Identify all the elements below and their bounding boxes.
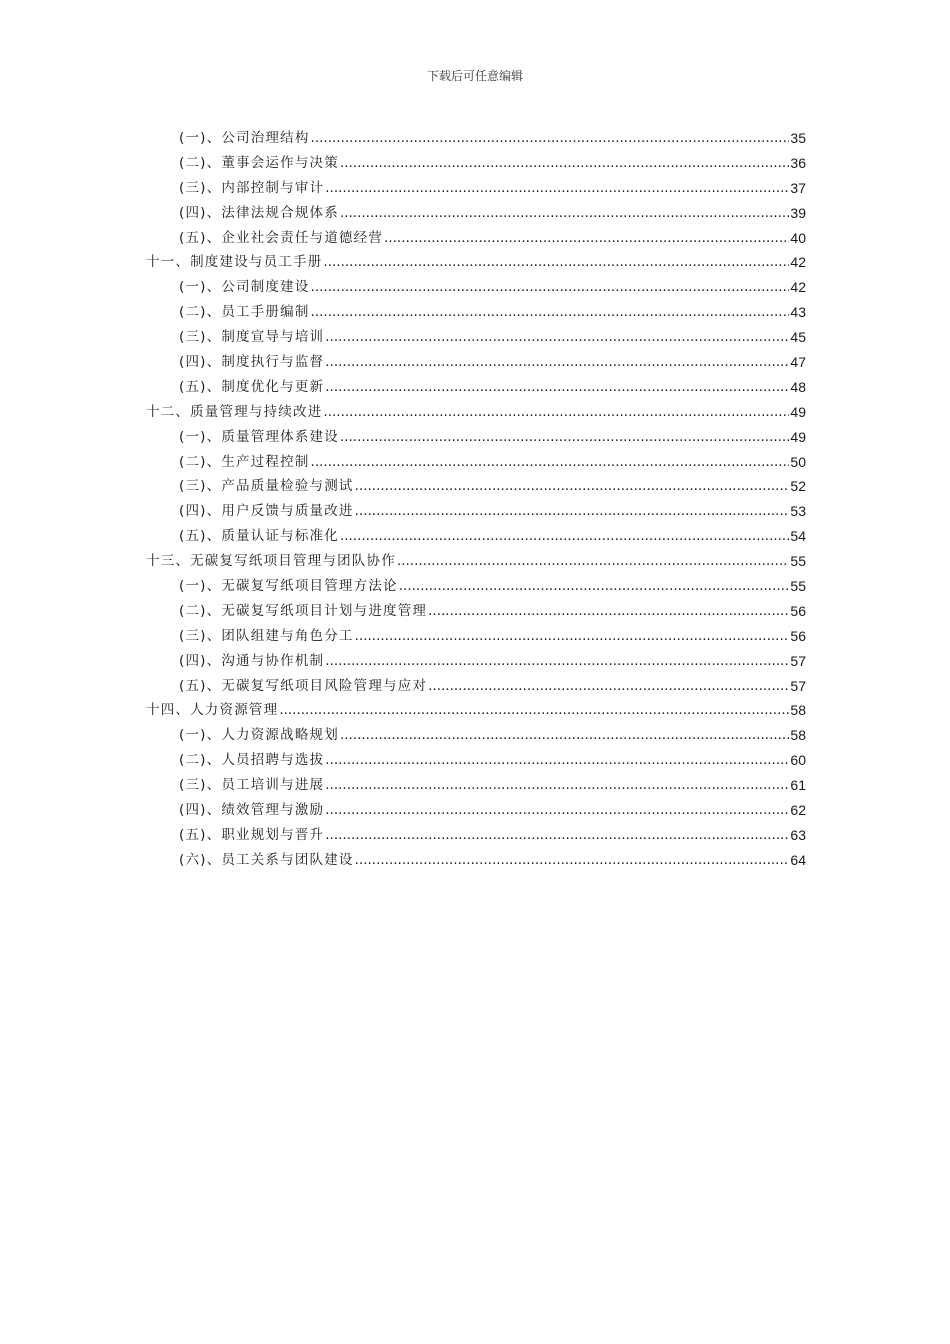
toc-section-entry[interactable]	[146, 425, 806, 450]
toc-page-number: 42	[790, 279, 806, 296]
toc-dot-leader	[325, 176, 789, 201]
toc-page-number: 57	[790, 652, 806, 669]
toc-section-entry[interactable]	[146, 649, 806, 674]
table-of-contents	[146, 126, 806, 873]
toc-chapter-entry[interactable]	[146, 250, 806, 275]
toc-page-number: 54	[790, 528, 806, 545]
toc-page-number: 39	[790, 204, 806, 221]
toc-page-number: 56	[790, 602, 806, 619]
toc-entry-title: (一)、无碳复写纸项目管理方法论	[179, 578, 398, 595]
toc-section-entry[interactable]	[146, 226, 806, 251]
toc-page-number: 57	[790, 677, 806, 694]
toc-entry-title: (四)、沟通与协作机制	[179, 652, 325, 669]
toc-entry-title: 十三、无碳复写纸项目管理与团队协作	[146, 553, 396, 570]
toc-section-entry[interactable]	[146, 201, 806, 226]
toc-entry-title: (三)、员工培训与进展	[179, 777, 325, 794]
toc-dot-leader	[325, 350, 789, 375]
toc-chapter-entry[interactable]	[146, 549, 806, 574]
toc-section-entry[interactable]	[146, 275, 806, 300]
toc-dot-leader	[325, 773, 789, 798]
toc-page-number: 62	[790, 802, 806, 819]
toc-section-entry[interactable]	[146, 748, 806, 773]
toc-dot-leader	[323, 250, 789, 275]
toc-page-number: 49	[790, 403, 806, 420]
toc-entry-title: (五)、无碳复写纸项目风险管理与应对	[179, 677, 428, 694]
toc-entry-title: (四)、法律法规合规体系	[179, 204, 339, 221]
toc-page-number: 63	[790, 826, 806, 843]
toc-entry-title: (五)、企业社会责任与道德经营	[179, 229, 384, 246]
toc-dot-leader	[428, 674, 789, 699]
toc-dot-leader	[325, 649, 789, 674]
toc-section-entry[interactable]	[146, 848, 806, 873]
toc-section-entry[interactable]	[146, 151, 806, 176]
toc-section-entry[interactable]	[146, 798, 806, 823]
toc-dot-leader	[384, 226, 789, 251]
toc-dot-leader	[311, 275, 790, 300]
toc-chapter-entry[interactable]	[146, 400, 806, 425]
toc-page-number: 55	[790, 578, 806, 595]
toc-section-entry[interactable]	[146, 574, 806, 599]
toc-dot-leader	[325, 325, 789, 350]
toc-page-number: 52	[790, 478, 806, 495]
toc-dot-leader	[325, 798, 789, 823]
toc-entry-title: (五)、职业规划与晋升	[179, 826, 325, 843]
toc-entry-title: (一)、质量管理体系建设	[179, 428, 339, 445]
toc-entry-title: (二)、无碳复写纸项目计划与进度管理	[179, 602, 428, 619]
toc-page-number: 55	[790, 553, 806, 570]
toc-entry-title: (二)、生产过程控制	[179, 453, 310, 470]
toc-page-number: 37	[790, 179, 806, 196]
toc-dot-leader	[399, 574, 790, 599]
toc-page-number: 42	[790, 254, 806, 271]
toc-dot-leader	[428, 599, 789, 624]
toc-dot-leader	[279, 698, 789, 723]
toc-entry-title: (五)、质量认证与标准化	[179, 528, 339, 545]
toc-page-number: 58	[790, 702, 806, 719]
toc-section-entry[interactable]	[146, 499, 806, 524]
toc-section-entry[interactable]	[146, 450, 806, 475]
toc-entry-title: (一)、人力资源战略规划	[179, 727, 339, 744]
toc-section-entry[interactable]	[146, 176, 806, 201]
toc-dot-leader	[340, 524, 789, 549]
toc-page-number: 43	[790, 304, 806, 321]
toc-page-number: 56	[790, 627, 806, 644]
toc-entry-title: (二)、董事会运作与决策	[179, 154, 339, 171]
toc-dot-leader	[325, 748, 789, 773]
toc-entry-title: 十一、制度建设与员工手册	[146, 254, 323, 271]
toc-section-entry[interactable]	[146, 599, 806, 624]
toc-entry-title: 十四、人力资源管理	[146, 702, 279, 719]
toc-page-number: 53	[790, 503, 806, 520]
toc-chapter-entry[interactable]	[146, 698, 806, 723]
toc-section-entry[interactable]	[146, 375, 806, 400]
toc-entry-title: (五)、制度优化与更新	[179, 378, 325, 395]
toc-entry-title: (六)、员工关系与团队建设	[179, 851, 354, 868]
toc-dot-leader	[311, 450, 790, 475]
toc-entry-title: (二)、员工手册编制	[179, 304, 310, 321]
toc-dot-leader	[340, 201, 789, 226]
toc-entry-title: (三)、内部控制与审计	[179, 179, 325, 196]
toc-page-number: 61	[790, 777, 806, 794]
toc-page-number: 49	[790, 428, 806, 445]
toc-dot-leader	[340, 723, 789, 748]
toc-page-number: 40	[790, 229, 806, 246]
toc-dot-leader	[355, 499, 790, 524]
toc-section-entry[interactable]	[146, 325, 806, 350]
toc-entry-title: (一)、公司制度建设	[179, 279, 310, 296]
toc-dot-leader	[397, 549, 790, 574]
toc-section-entry[interactable]	[146, 474, 806, 499]
toc-page-number: 47	[790, 354, 806, 370]
toc-dot-leader	[325, 823, 789, 848]
toc-page-number: 45	[790, 329, 806, 346]
toc-entry-title: 十二、质量管理与持续改进	[146, 403, 323, 420]
toc-dot-leader	[325, 375, 789, 400]
toc-entry-title: (三)、团队组建与角色分工	[179, 627, 354, 644]
toc-dot-leader	[355, 848, 790, 873]
toc-section-entry[interactable]	[146, 126, 806, 151]
toc-page-number: 64	[790, 851, 806, 868]
toc-entry-title: (三)、制度宣导与培训	[179, 329, 325, 346]
toc-section-entry[interactable]	[146, 823, 806, 848]
toc-section-entry[interactable]	[146, 723, 806, 748]
toc-entry-title: (二)、人员招聘与选拔	[179, 752, 325, 769]
toc-entry-title: (四)、绩效管理与激励	[179, 802, 325, 819]
page-header: 下载后可任意编辑	[426, 69, 523, 83]
toc-section-entry[interactable]	[146, 350, 806, 375]
toc-dot-leader	[311, 300, 790, 325]
toc-page-number: 36	[790, 154, 806, 171]
toc-page-number: 50	[790, 453, 806, 470]
toc-page-number: 35	[790, 129, 806, 146]
toc-dot-leader	[340, 425, 789, 450]
toc-entry-title: (四)、用户反馈与质量改进	[179, 503, 354, 520]
toc-entry-title: (四)、制度执行与监督	[179, 354, 325, 370]
toc-section-entry[interactable]	[146, 674, 806, 699]
toc-page-number: 58	[790, 727, 806, 744]
toc-page-number: 60	[790, 752, 806, 769]
toc-dot-leader	[340, 151, 789, 176]
toc-dot-leader	[323, 400, 789, 425]
toc-section-entry[interactable]	[146, 773, 806, 798]
toc-dot-leader	[311, 126, 790, 151]
toc-section-entry[interactable]	[146, 624, 806, 649]
toc-section-entry[interactable]	[146, 300, 806, 325]
toc-entry-title: (三)、产品质量检验与测试	[179, 478, 354, 495]
toc-dot-leader	[355, 624, 790, 649]
toc-dot-leader	[355, 474, 790, 499]
toc-section-entry[interactable]	[146, 524, 806, 549]
toc-entry-title: (一)、公司治理结构	[179, 129, 310, 146]
toc-page-number: 48	[790, 378, 806, 395]
